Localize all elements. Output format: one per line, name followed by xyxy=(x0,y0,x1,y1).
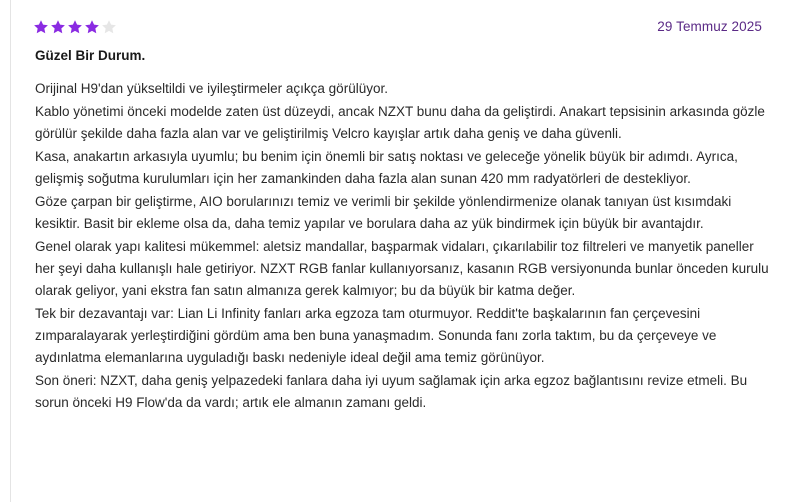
review-card xyxy=(10,0,807,502)
review-date: 29 Temmuz 2025 xyxy=(657,19,762,34)
review-paragraph: Son öneri: NZXT, daha geniş yelpazedeki fanlara daha iyi uyum sağlamak için arka egzoz bağlantısını revize etmeli. Bu sorun önceki H9 Flow'da da vardı; artık ele almanın zamanı geldi. xyxy=(35,373,748,410)
review-paragraph: Tek bir dezavantajı var: Lian Li Infinity fanları arka egzoza tam oturmuyor. Reddit'te başkalarının fan çerçevesini zımparalayarak yerleştirdiğini gördüm ama ben buna yanaşmadım. Sonunda fanı zorla taktım, bu da çerçeveye ve aydınlatma elemanlarına uyguladığı baskı nedeniyle ideal değil ama temiz görünüyor. xyxy=(35,306,717,365)
review-paragraph: Kasa, anakartın arkasıyla uyumlu; bu benim için önemli bir satış noktası ve geleceğe yönelik büyük bir adımdı. Ayrıca, gelişmiş soğutma kurulumları için her zamankinden daha fazla alan sunan 420 mm radyatörleri de destekliyor. xyxy=(35,149,738,186)
review-title: Güzel Bir Durum. xyxy=(35,48,146,63)
star-icon xyxy=(50,19,66,35)
star-rating xyxy=(33,19,117,35)
star-icon xyxy=(67,19,83,35)
star-icon xyxy=(84,19,100,35)
review-paragraph: Göze çarpan bir geliştirme, AIO borularınızı temiz ve verimli bir şekilde yönlendirmenize olanak tanıyan üst kısımdaki kesiktir. Basit bir ekleme olsa da, daha temiz yapılar ve borulara daha az yük bindirmek için büyük bir avantajdır. xyxy=(35,194,732,231)
review-paragraph: Kablo yönetimi önceki modelde zaten üst düzeydi, ancak NZXT bunu daha da geliştirdi. Anakart tepsisinin arkasında gözle görülür şekilde daha fazla alan var ve geliştirilmiş Velcro kayışlar artık daha geniş ve daha güvenli. xyxy=(35,104,765,141)
star-icon xyxy=(33,19,49,35)
review-paragraph: Genel olarak yapı kalitesi mükemmel: aletsiz mandallar, başparmak vidaları, çıkarılabilir toz filtreleri ve manyetik paneller her şeyi daha kullanışlı hale getiriyor. NZXT RGB fanlar kullanıyorsanız, kasanın RGB versiyonunda bunlar önceden kurulu olarak geliyor, yani ekstra fan satın almanıza gerek kalmıyor; bu da büyük bir katma değer. xyxy=(35,239,769,298)
review-paragraph: Orijinal H9'dan yükseltildi ve iyileştirmeler açıkça görülüyor. xyxy=(35,81,388,96)
star-icon xyxy=(101,19,117,35)
review-body xyxy=(35,78,775,415)
